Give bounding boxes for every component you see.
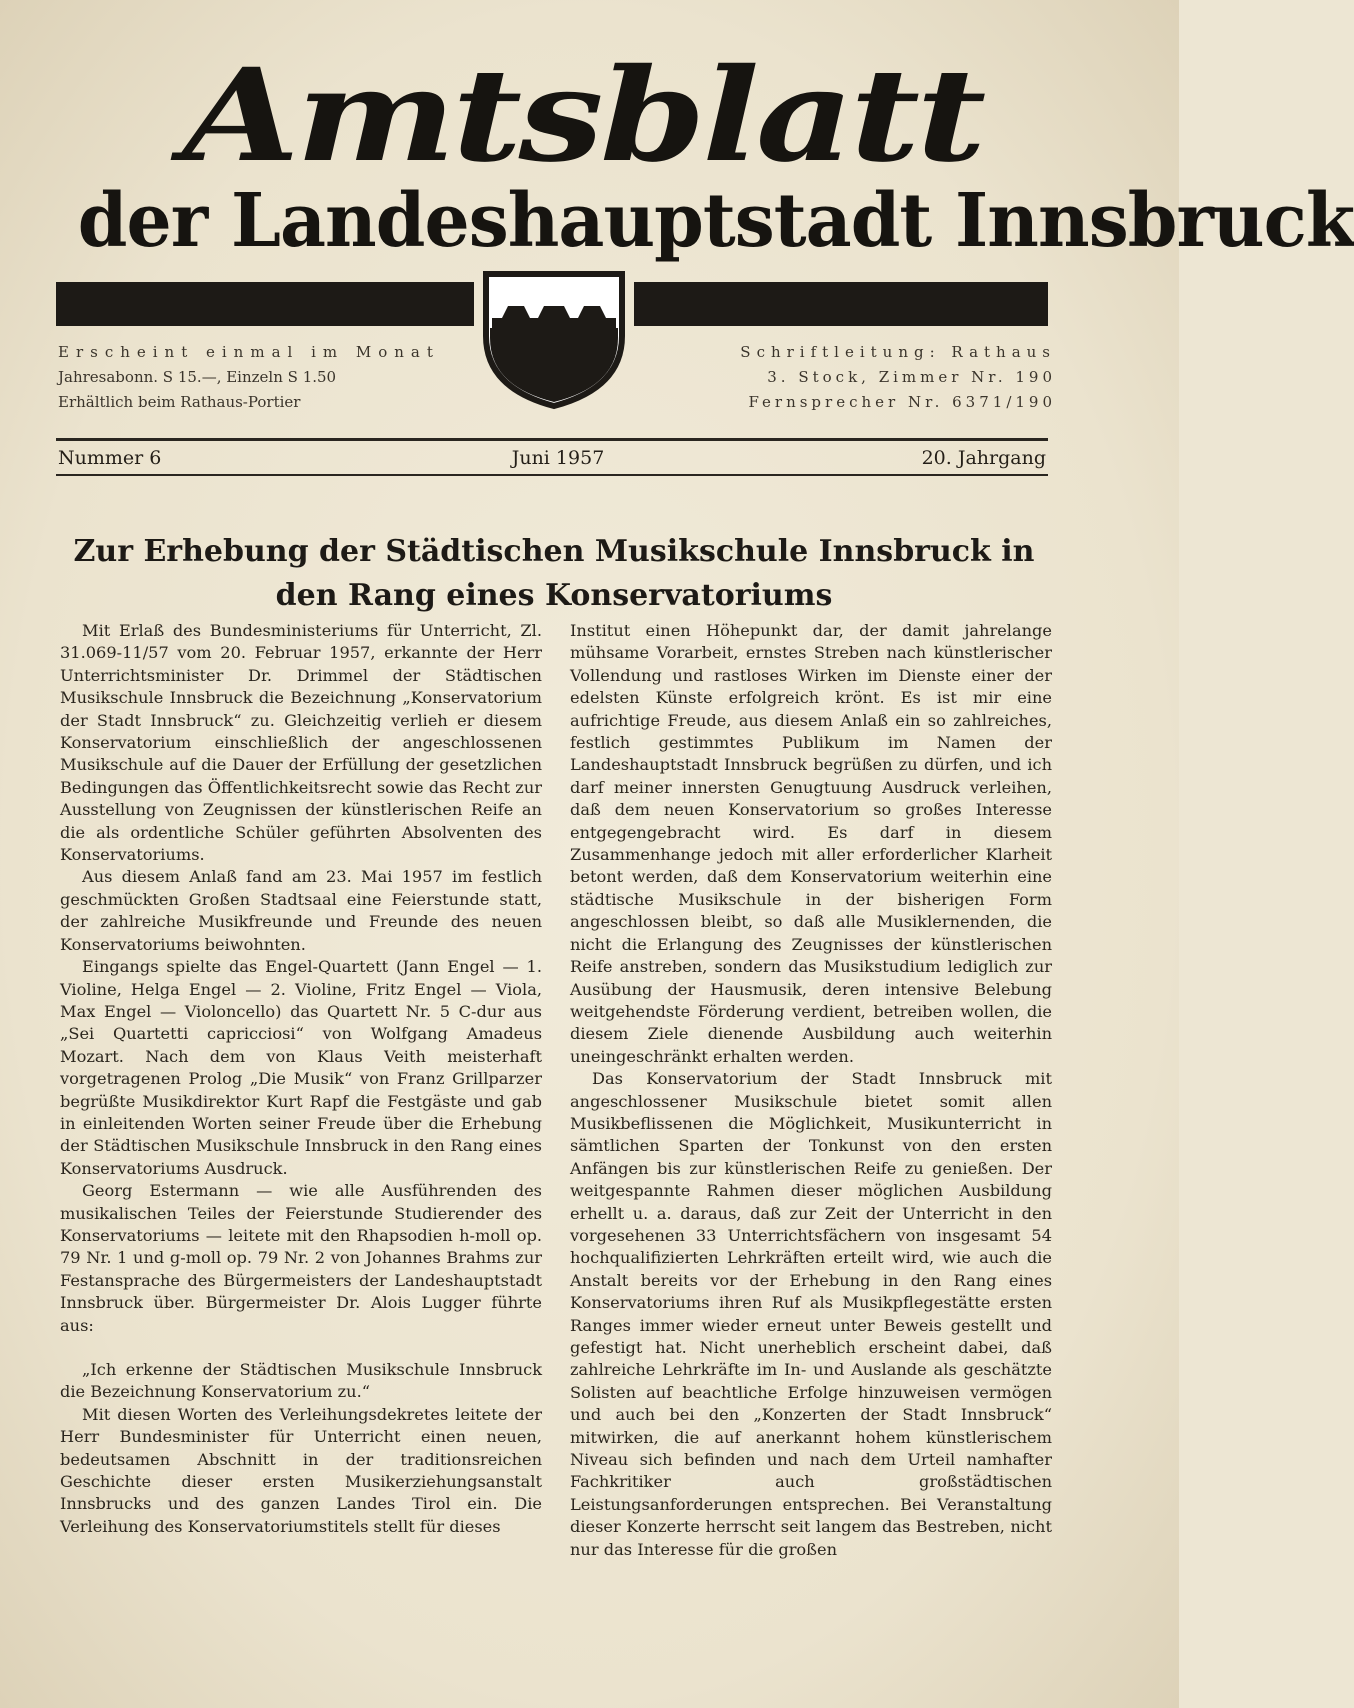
issue-date: Juni 1957 [511,447,605,469]
subscription-info [58,340,458,415]
masthead-bar-left [56,282,474,326]
article-paragraph: Mit Erlaß des Bundesministeriums für Unterricht, Zl. 31.069-11/57 vom 20. Februar 1957, erkannte der Herr Unterrichtsminister Dr. Drimmel der Städtischen Musikschule Innsbruck die Bezeichnung „Konservatorium der Stadt Innsbruck“ zu. Gleichzeitig verlieh er diesem Konservatorium einschließlich der angeschlossenen Musikschule auf die Dauer der Erfüllung der gesetzlichen Bedingungen das Öffentlichkeitsrecht sowie das Recht zur Ausstellung von Zeugnissen der künstlerischen Reife an die als ordentliche Schüler geführten Absolventen des Konservatoriums. [60,621,542,865]
article-paragraph: Mit diesen Worten des Verleihungsdekretes leitete der Herr Bundesminister für Unterricht einen neuen, bedeutsamen Abschnitt in der traditionsreichen Geschichte dieser ersten Musikerziehungsanstalt Innsbrucks und des ganzen Landes Tirol ein. Die Verleihung des Konservatoriumstitels stellt für dieses [60,1404,542,1536]
editorial-info [676,340,1056,415]
article-paragraph: Georg Estermann — wie alle Ausführenden des musikalischen Teiles der Feierstunde Studierender des Konservatoriums — leitete mit den Rhapsodien h-moll op. 79 Nr. 1 und g-moll op. 79 Nr. 2 von Johannes Brahms zur Festansprache des Bürgermeisters der Landeshauptstadt Innsbruck über. Bürgermeister Dr. Alois Lugger führte aus: [60,1181,542,1335]
issue-volume: 20. Jahrgang [921,447,1046,469]
city-crest-icon [478,266,630,412]
article-paragraph: Eingangs spielte das Engel-Quartett (Jann Engel — 1. Violine, Helga Engel — 2. Violine, Fritz Engel — Viola, Max Engel — Violoncello) das Quartett Nr. 5 C-dur aus „Sei Quartetti capricciosi“ von Wolfgang Amadeus Mozart. Nach dem von Klaus Veith meisterhaft vorgetragenen Prolog „Die Musik“ von Franz Grillparzer begrüßte Musikdirektor Kurt Rapf die Festgäste und gab in einleitenden Worten seiner Freude über die Erhebung der Städtischen Musikschule Innsbruck in den Rang eines Konservatoriums Ausdruck. [60,957,542,1178]
article-quote: „Ich erkenne der Städtischen Musikschule Innsbruck die Bezeichnung Konservatorium zu.“ [60,1360,542,1402]
masthead-title: Amtsblatt [182,41,983,191]
editorial-office: Schriftleitung: Rathaus [740,343,1056,361]
masthead-bar-right [634,282,1048,326]
phone-number: Fernsprecher Nr. 6371/190 [748,393,1056,411]
masthead-subtitle: der Landeshauptstadt Innsbruck [77,178,1354,264]
price-info: Jahresabonn. S 15.—, Einzeln S 1.50 [58,368,337,386]
article-column-left [60,620,542,1538]
article-headline: Zur Erhebung der Städtischen Musikschule Innsbruck in den Rang eines Konservatoriums [73,534,1035,613]
issue-info-row [58,444,1046,472]
issue-number: Nummer 6 [58,447,162,469]
article-paragraph: Aus diesem Anlaß fand am 23. Mai 1957 im festlich geschmückten Großen Stadtsaal eine Feierstunde statt, der zahlreiche Musikfreunde und Freunde des neuen Konservatoriums beiwohnten. [60,867,542,954]
divider-top [56,438,1048,441]
article-column-right [570,620,1052,1561]
article-paragraph: Das Konservatorium der Stadt Innsbruck mit angeschlossener Musikschule bietet somit allen Musikbeflissenen die Möglichkeit, Musikunterricht in sämtlichen Sparten der Tonkunst von den ersten Anfängen bis zur künstlerischen Reife zu genießen. Der weitgespannte Rahmen dieser möglichen Ausbildung erhellt u. a. daraus, daß zur Zeit der Unterricht in den vorgesehenen 33 Unterrichtsfächern von insgesamt 54 hochqualifizierten Lehrkräften erteilt wird, wie auch die Anstalt bereits vor der Erhebung in den Rang eines Konservatoriums ihren Ruf als Musikpflegestätte ersten Ranges immer wieder erneut unter Beweis gestellt und gefestigt hat. Nicht unerheblich erscheint dabei, daß zahlreiche Lehrkräfte im In- und Auslande als geschätzte Solisten auf beachtliche Erfolge hinzuweisen vermögen und auch bei den „Konzerten der Stadt Innsbruck“ mitwirken, die auf anerkannt hohem künstlerischem Niveau sich befinden und nach dem Urteil namhafter Fachkritiker auch großstädtischen Leistungsanforderungen entsprechen. Bei Veranstaltung dieser Konzerte herrscht seit langem das Bestreben, nicht nur das Interesse für die großen [570,1069,1052,1559]
availability-info: Erhältlich beim Rathaus-Portier [58,393,301,411]
office-room: 3. Stock, Zimmer Nr. 190 [767,368,1056,386]
article-paragraph: Institut einen Höhepunkt dar, der damit jahrelange mühsame Vorarbeit, ernstes Streben nach künstlerischer Vollendung und rastloses Wirken im Dienste einer der edelsten Künste erfolgreich krönt. Es ist mir eine aufrichtige Freude, aus diesem Anlaß ein so zahlreiches, festlich gestimmtes Publikum im Namen der Landeshauptstadt Innsbruck begrüßen zu dürfen, und ich darf meiner innersten Genugtuung Ausdruck verleihen, daß dem neuen Konservatorium so großes Interesse entgegengebracht wird. Es darf in diesem Zusammenhange jedoch mit aller erforderlicher Klarheit betont werden, daß dem Konservatorium weiterhin eine städtische Musikschule in der bisherigen Form angeschlossen bleibt, so daß alle Musiklernenden, die nicht die Erlangung des Zeugnisses der künstlerischen Reife anstreben, sondern das Musikstudium lediglich zur Ausübung der Hausmusik, deren intensive Belebung weitgehendste Förderung verdient, betreiben wollen, die diesem Ziele dienende Ausbildung auch weiterhin uneingeschränkt erhalten werden. [570,621,1052,1066]
divider-bottom [56,474,1048,476]
publication-frequency: Erscheint einmal im Monat [58,343,440,361]
